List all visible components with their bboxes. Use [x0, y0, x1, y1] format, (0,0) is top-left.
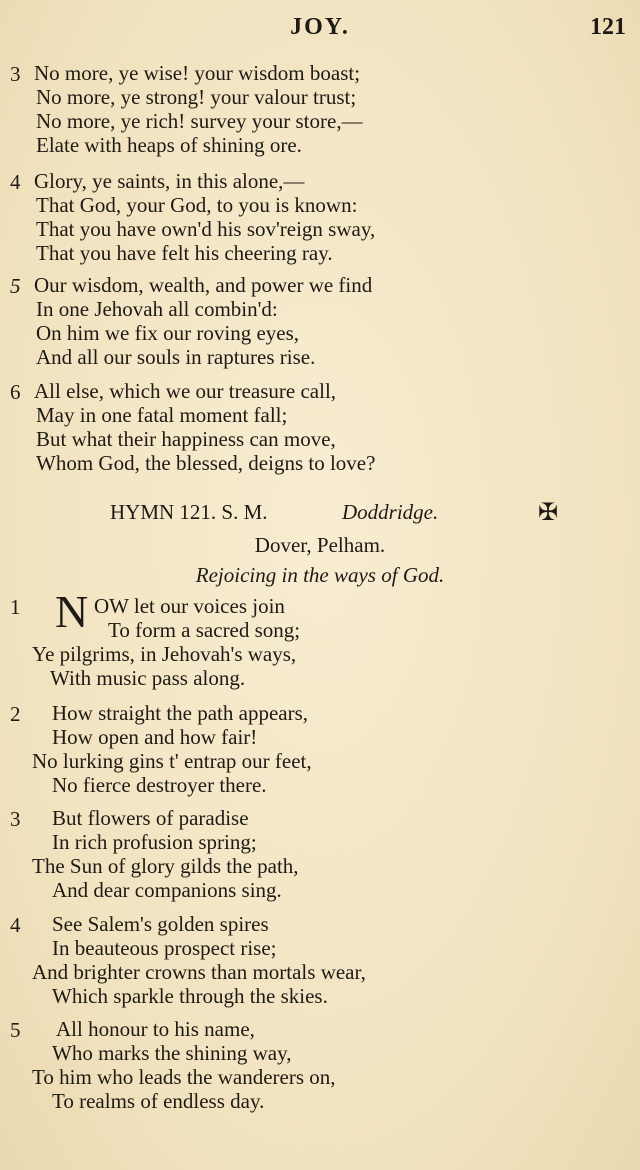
verse-line: But flowers of paradise [52, 806, 249, 830]
verse-line: In beauteous prospect rise; [52, 936, 277, 960]
verse-line: Ye pilgrims, in Jehovah's ways, [32, 642, 297, 666]
tune-names: Dover, Pelham. [254, 533, 386, 557]
verse-line: OW let our voices join [94, 594, 285, 618]
verse-line: On him we fix our roving eyes, [36, 321, 300, 345]
stanza-number: 3 [10, 62, 21, 86]
verse-line: In one Jehovah all combin'd: [36, 297, 278, 321]
verse-line: With music pass along. [50, 666, 246, 690]
verse-line: Glory, ye saints, in this alone,— [34, 169, 305, 193]
verse-line: And dear companions sing. [52, 878, 282, 902]
verse-line: No more, ye rich! survey your store,— [36, 109, 363, 133]
verse-line: See Salem's golden spires [52, 912, 269, 936]
verse-line: No fierce destroyer there. [52, 773, 267, 797]
verse-line: How open and how fair! [52, 725, 258, 749]
running-title: JOY. [290, 14, 350, 40]
verse-line: That God, your God, to you is known: [36, 193, 358, 217]
stanza-number: 6 [10, 380, 21, 404]
verse-line: Which sparkle through the skies. [52, 984, 328, 1008]
drop-cap: N [55, 586, 89, 637]
verse-line: How straight the path appears, [52, 701, 309, 725]
verse-line: No lurking gins t' entrap our feet, [32, 749, 312, 773]
stanza-number: 4 [10, 913, 21, 937]
hymn-heading [0, 500, 640, 530]
stanza-number: 1 [10, 595, 21, 619]
verse-line: The Sun of glory gilds the path, [32, 854, 299, 878]
verse-line: May in one fatal moment fall; [36, 403, 288, 427]
stanza-number: 5 [10, 274, 21, 298]
verse-line: Who marks the shining way, [52, 1041, 292, 1065]
verse-line: To realms of endless day. [52, 1089, 265, 1113]
stanza-number: 4 [10, 170, 21, 194]
verse-line: That you have own'd his sov'reign sway, [36, 217, 376, 241]
verse-line: To form a sacred song; [108, 618, 301, 642]
hymn-number: HYMN 121. S. M. [110, 500, 268, 524]
verse-line: But what their happiness can move, [36, 427, 336, 451]
stanza-number: 2 [10, 702, 21, 726]
hymn-author: Doddridge. [342, 500, 439, 524]
hymn-subject: Rejoicing in the ways of God. [195, 563, 445, 587]
page-header [0, 14, 640, 50]
verse-line: To him who leads the wanderers on, [32, 1065, 336, 1089]
page-number: 121 [590, 14, 626, 40]
stanza-number: 3 [10, 807, 21, 831]
verse-line: That you have felt his cheering ray. [36, 241, 333, 265]
stanza-number: 5 [10, 1018, 21, 1042]
verse-line: And all our souls in raptures rise. [36, 345, 316, 369]
verse-line: No more, ye strong! your valour trust; [36, 85, 357, 109]
verse-line: And brighter crowns than mortals wear, [32, 960, 366, 984]
verse-line: In rich profusion spring; [52, 830, 257, 854]
verse-line: Our wisdom, wealth, and power we find [34, 273, 373, 297]
verse-line: Elate with heaps of shining ore. [36, 133, 302, 157]
verse-line: All else, which we our treasure call, [34, 379, 337, 403]
verse-line: No more, ye wise! your wisdom boast; [34, 61, 361, 85]
verse-line: Whom God, the blessed, deigns to love? [36, 451, 376, 475]
verse-line: All honour to his name, [56, 1017, 255, 1041]
cross-ornament-icon: ✠ [538, 500, 559, 526]
